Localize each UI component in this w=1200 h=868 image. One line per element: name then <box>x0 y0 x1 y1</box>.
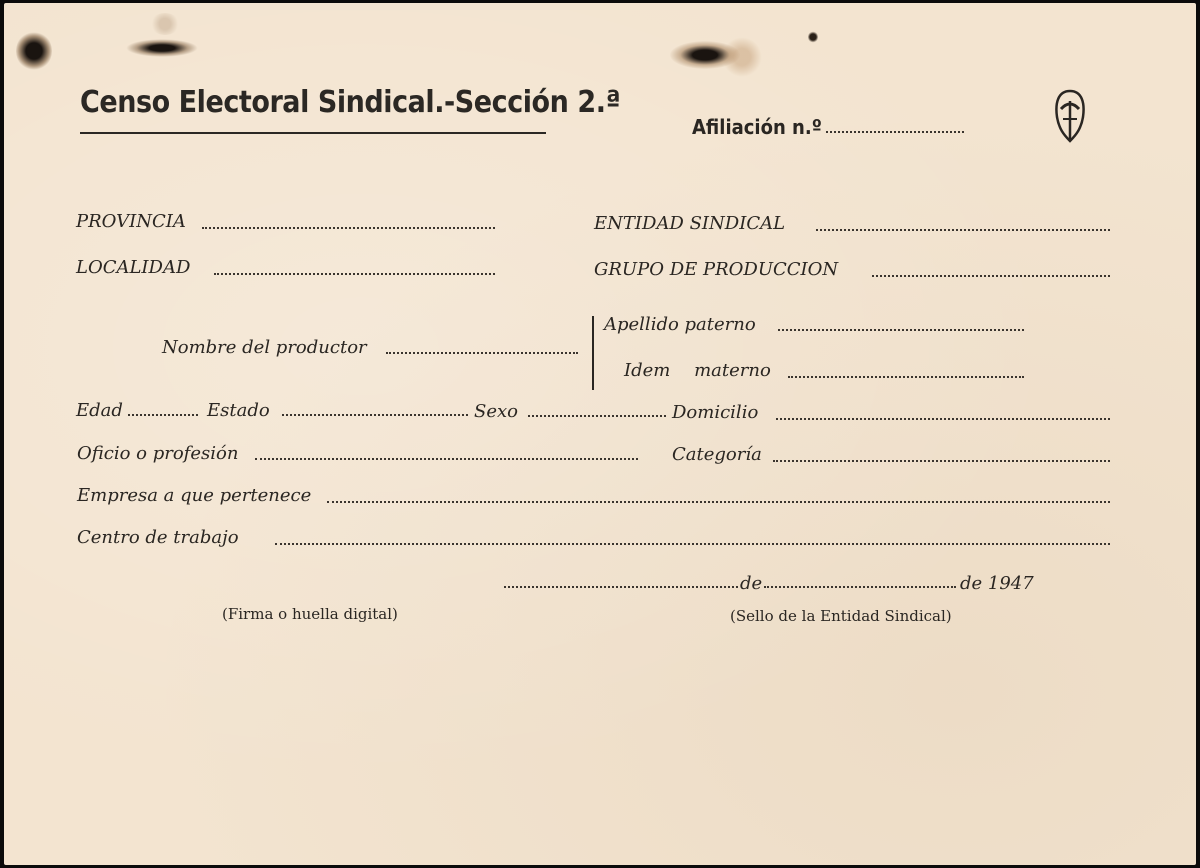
oficio-label: Oficio o profesión <box>77 443 239 464</box>
bracket-divider <box>592 316 594 390</box>
provincia-field[interactable] <box>202 227 495 229</box>
burn-mark <box>126 39 198 57</box>
centro-trabajo-field[interactable] <box>275 543 1110 545</box>
census-form-card <box>4 3 1196 865</box>
nombre-productor-label: Nombre del productor <box>162 337 367 358</box>
centro-trabajo-label: Centro de trabajo <box>77 527 239 548</box>
form-title: Censo Electoral Sindical.-Sección 2.ª <box>80 85 621 120</box>
burn-mark <box>16 31 52 71</box>
grupo-produccion-label: GRUPO DE PRODUCCION <box>594 259 839 280</box>
grupo-produccion-field[interactable] <box>872 275 1110 277</box>
stain-mark <box>722 37 762 77</box>
estado-field[interactable] <box>282 414 468 416</box>
sello-caption: (Sello de la Entidad Sindical) <box>730 607 952 625</box>
date-place-field[interactable] <box>504 586 738 588</box>
nombre-productor-field[interactable] <box>386 352 578 354</box>
edad-field[interactable] <box>128 414 198 416</box>
oficio-field[interactable] <box>255 458 638 460</box>
sexo-label: Sexo <box>474 401 518 422</box>
empresa-field[interactable] <box>327 501 1110 503</box>
date-de-label: de <box>740 573 763 594</box>
burn-mark <box>808 31 818 43</box>
domicilio-field[interactable] <box>776 418 1110 420</box>
sexo-field[interactable] <box>528 415 666 417</box>
localidad-label: LOCALIDAD <box>76 257 191 278</box>
idem-materno-label: Idem materno <box>624 360 771 381</box>
edad-label: Edad <box>76 400 123 421</box>
empresa-label: Empresa a que pertenece <box>77 485 312 506</box>
date-month-field[interactable] <box>764 586 956 588</box>
estado-label: Estado <box>207 400 270 421</box>
afiliacion-field[interactable] <box>826 131 964 133</box>
entidad-sindical-field[interactable] <box>816 229 1110 231</box>
afiliacion-label: Afiliación n.º <box>692 115 822 139</box>
localidad-field[interactable] <box>214 273 495 275</box>
apellido-paterno-field[interactable] <box>778 329 1024 331</box>
yoke-and-arrows-emblem-icon <box>1052 87 1088 147</box>
stain-mark <box>150 13 180 35</box>
date-year-label: de 1947 <box>960 573 1034 594</box>
provincia-label: PROVINCIA <box>76 211 186 232</box>
firma-caption: (Firma o huella digital) <box>222 605 398 623</box>
categoria-label: Categoría <box>672 444 762 465</box>
entidad-sindical-label: ENTIDAD SINDICAL <box>594 213 786 234</box>
title-underline <box>80 132 546 134</box>
domicilio-label: Domicilio <box>672 402 759 423</box>
idem-materno-field[interactable] <box>788 376 1024 378</box>
apellido-paterno-label: Apellido paterno <box>604 314 756 335</box>
categoria-field[interactable] <box>773 460 1110 462</box>
